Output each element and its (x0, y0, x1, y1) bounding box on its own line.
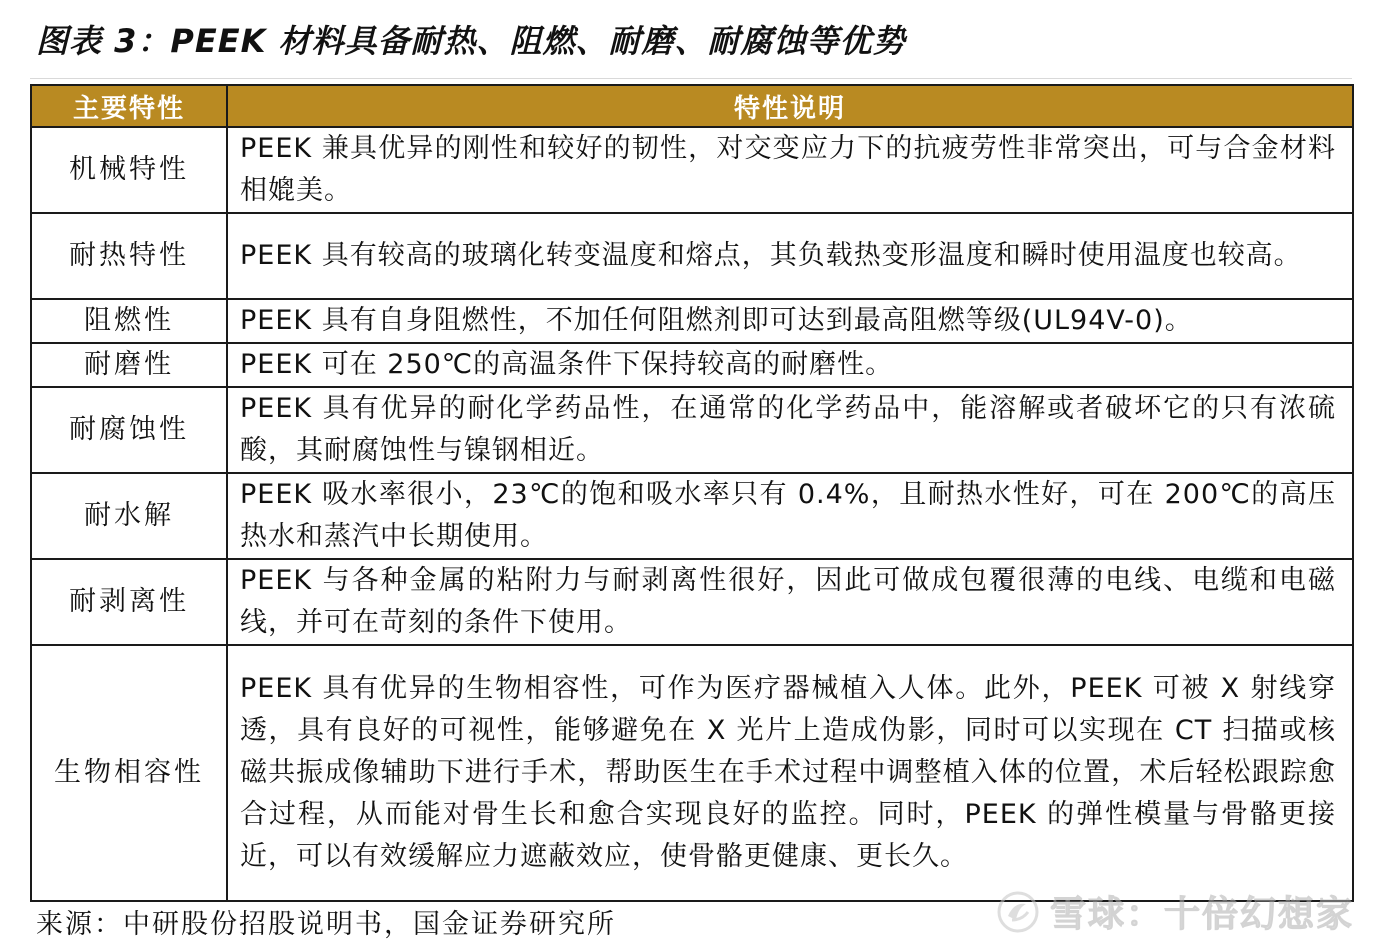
property-cell: 耐磨性 (31, 343, 227, 387)
property-cell: 耐水解 (31, 473, 227, 559)
table-row (31, 343, 1353, 387)
header-description: 特性说明 (227, 85, 1353, 127)
property-cell: 生物相容性 (31, 645, 227, 901)
title-divider (30, 78, 1352, 79)
description-cell: PEEK 具有优异的耐化学药品性，在通常的化学药品中，能溶解或者破坏它的只有浓硫酸，其耐腐蚀性与镍钢相近。 (227, 387, 1353, 473)
table-row (31, 127, 1353, 213)
table-row (31, 473, 1353, 559)
watermark-text: 雪球：十倍幻想家 (1049, 894, 1354, 935)
table-header-row (31, 85, 1353, 127)
property-cell: 机械特性 (31, 127, 227, 213)
property-cell: 阻燃性 (31, 299, 227, 343)
table-row (31, 387, 1353, 473)
property-cell: 耐热特性 (31, 213, 227, 299)
figure-title: 图表 3：PEEK 材料具备耐热、阻燃、耐磨、耐腐蚀等优势 (36, 22, 906, 60)
description-cell: PEEK 具有优异的生物相容性，可作为医疗器械植入人体。此外，PEEK 可被 X 射线穿透，具有良好的可视性，能够避免在 X 光片上造成伪影，同时可以实现在 CT 扫描或核磁共振成像辅助下进行手术，帮助医生在手术过程中调整植入体的位置，术后轻松跟踪愈合过程，从而能对骨生长和愈合实现良好的监控。同时，PEEK 的弹性模量与骨骼更接近，可以有效缓解应力遮蔽效应，使骨骼更健康、更长久。 (227, 645, 1353, 901)
description-cell: PEEK 具有自身阻燃性，不加任何阻燃剂即可达到最高阻燃等级(UL94V-0)。 (227, 299, 1353, 343)
source-note: 来源：中研股份招股说明书，国金证券研究所 (36, 909, 616, 940)
property-cell: 耐腐蚀性 (31, 387, 227, 473)
description-cell: PEEK 兼具优异的刚性和较好的韧性，对交变应力下的抗疲劳性非常突出，可与合金材料相媲美。 (227, 127, 1353, 213)
table-row (31, 213, 1353, 299)
snowball-logo-icon (996, 890, 1040, 934)
table-row (31, 299, 1353, 343)
description-cell: PEEK 具有较高的玻璃化转变温度和熔点，其负载热变形温度和瞬时使用温度也较高。 (227, 213, 1353, 299)
feature-table (30, 84, 1354, 902)
description-cell: PEEK 与各种金属的粘附力与耐剥离性很好，因此可做成包覆很薄的电线、电缆和电磁线，并可在苛刻的条件下使用。 (227, 559, 1353, 645)
description-cell: PEEK 吸水率很小，23℃的饱和吸水率只有 0.4%，且耐热水性好，可在 200℃的高压热水和蒸汽中长期使用。 (227, 473, 1353, 559)
table-row (31, 645, 1353, 901)
property-cell: 耐剥离性 (31, 559, 227, 645)
description-cell: PEEK 可在 250℃的高温条件下保持较高的耐磨性。 (227, 343, 1353, 387)
table-row (31, 559, 1353, 645)
watermark (996, 886, 1354, 937)
header-property: 主要特性 (31, 85, 227, 127)
